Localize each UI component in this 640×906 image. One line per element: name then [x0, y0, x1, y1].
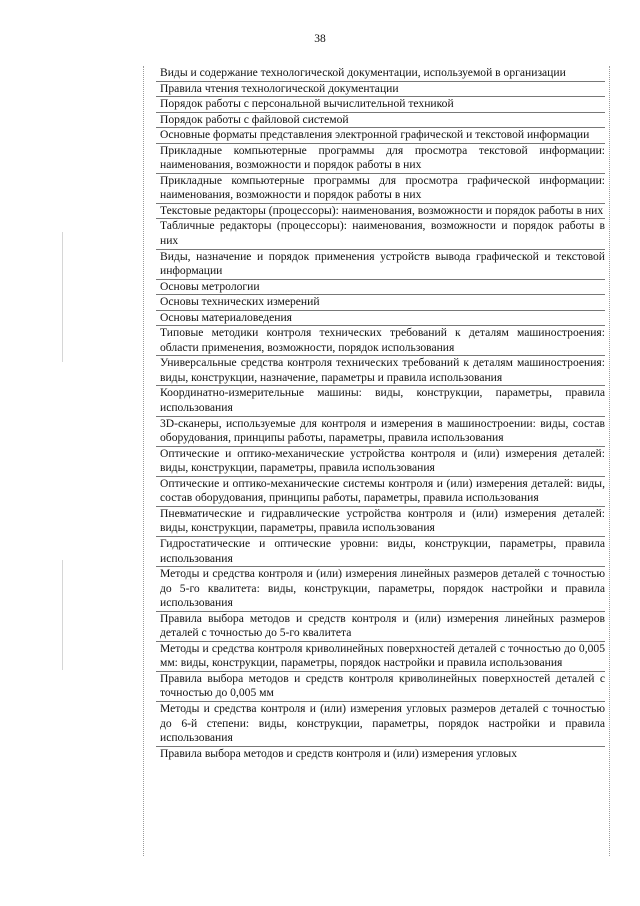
table-row: Координатно-измерительные машины: виды, конструкции, параметры, правила использования — [156, 386, 605, 416]
table-row: Основы материаловедения — [156, 311, 605, 327]
table-row: Правила чтения технологической документации — [156, 82, 605, 98]
table-right-border — [609, 66, 610, 856]
table-row: Основы метрологии — [156, 280, 605, 296]
table-row: Основные форматы представления электронной графической и текстовой информации — [156, 128, 605, 144]
table-row: Порядок работы с файловой системой — [156, 113, 605, 129]
table-row: Методы и средства контроля и (или) измерения линейных размеров деталей с точностью до 5-го квалитета: виды, конструкции, параметры, порядок настройки и правила использования — [156, 567, 605, 612]
table-row: Текстовые редакторы (процессоры): наименования, возможности и порядок работы в них — [156, 204, 605, 220]
table-row: Оптические и оптико-механические системы контроля и (или) измерения деталей: виды, состав оборудования, принципы работы, параметры, правила использования — [156, 477, 605, 507]
knowledge-table — [160, 66, 605, 761]
table-row: Основы технических измерений — [156, 295, 605, 311]
table-row: Методы и средства контроля криволинейных поверхностей деталей с точностью до 0,005 мм: виды, конструкции, параметры, порядок настройки и правила использования — [156, 642, 605, 672]
table-row: 3D-сканеры, используемые для контроля и измерения в машиностроении: виды, состав оборудования, принципы работы, параметры, правила использования — [156, 417, 605, 447]
table-row: Прикладные компьютерные программы для просмотра графической информации: наименования, возможности и порядок работы в них — [156, 174, 605, 204]
table-row: Виды и содержание технологической документации, используемой в организации — [156, 66, 605, 82]
table-row: Порядок работы с персональной вычислительной техникой — [156, 97, 605, 113]
table-row: Правила выбора методов и средств контроля и (или) измерения угловых — [160, 746, 517, 760]
table-row: Методы и средства контроля и (или) измерения угловых размеров деталей с точностью до 6-й степени: виды, конструкции, параметры, порядок настройки и правила использования — [156, 702, 605, 747]
table-row: Типовые методики контроля технических требований к деталям машиностроения: области применения, возможности, порядок использования — [156, 326, 605, 356]
table-row: Правила выбора методов и средств контроля криволинейных поверхностей деталей с точностью до 0,005 мм — [156, 672, 605, 702]
table-row: Универсальные средства контроля технических требований к деталям машиностроения: виды, конструкции, назначение, параметры и правила использования — [156, 356, 605, 386]
table-row: Оптические и оптико-механические устройства контроля и (или) измерения деталей: виды, конструкции, параметры, правила использования — [156, 447, 605, 477]
page-number: 38 — [314, 33, 326, 45]
table-row: Прикладные компьютерные программы для просмотра текстовой информации: наименования, возможности и порядок работы в них — [156, 144, 605, 174]
table-row: Гидростатические и оптические уровни: виды, конструкции, параметры, правила использования — [156, 537, 605, 567]
scan-artifact-line — [62, 560, 63, 670]
table-left-border — [143, 66, 144, 856]
scan-artifact-line — [62, 232, 63, 362]
table-row: Виды, назначение и порядок применения устройств вывода графической и текстовой информации — [156, 250, 605, 280]
table-row: Правила выбора методов и средств контроля и (или) измерения линейных размеров деталей с точностью до 5-го квалитета — [156, 612, 605, 642]
table-row: Табличные редакторы (процессоры): наименования, возможности и порядок работы в них — [156, 219, 605, 249]
table-row: Пневматические и гидравлические устройства контроля и (или) измерения деталей: виды, конструкции, параметры, правила использования — [156, 507, 605, 537]
